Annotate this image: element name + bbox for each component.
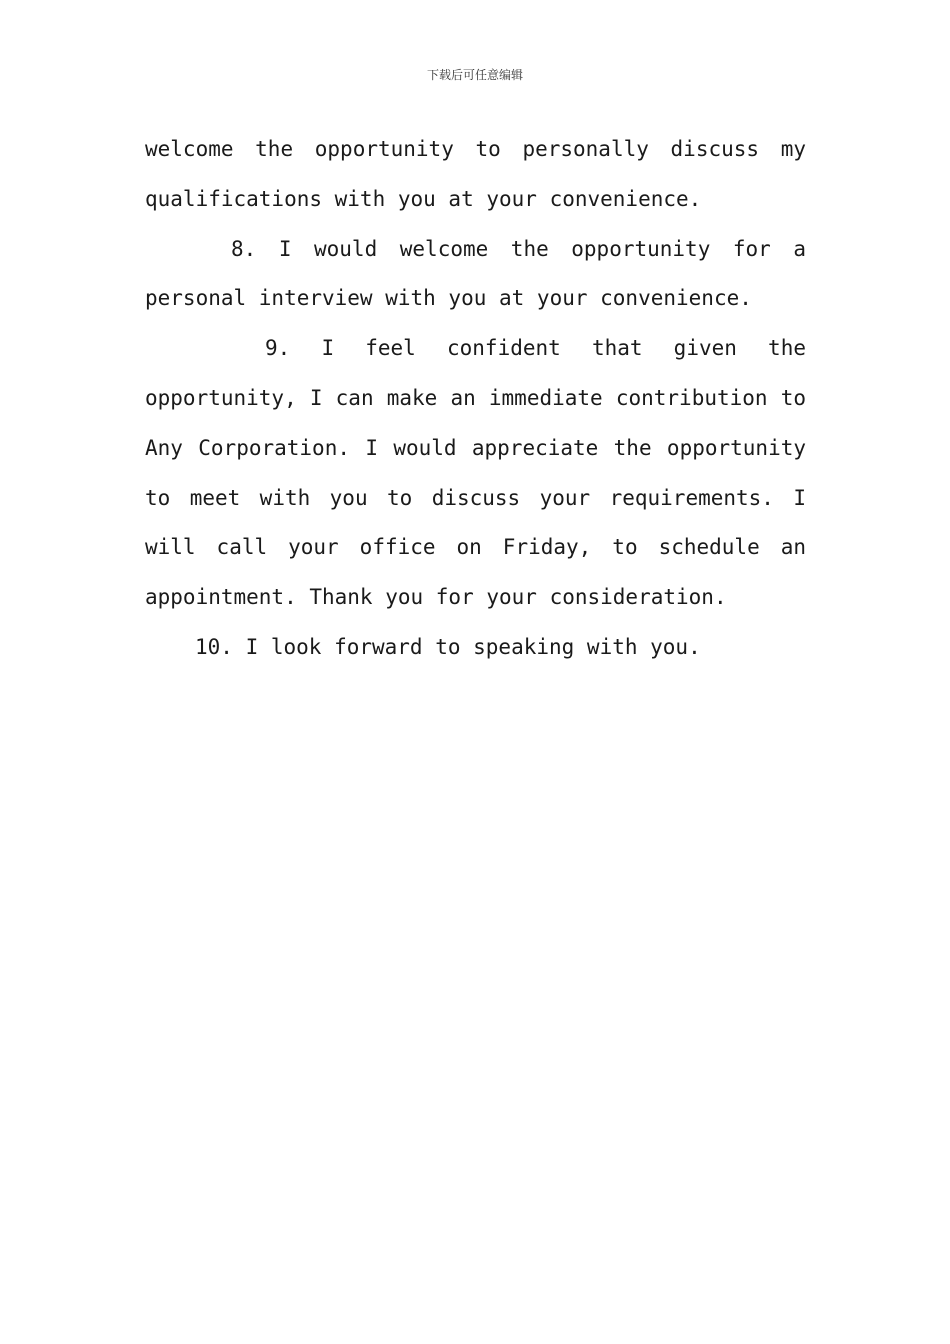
paragraph-item-9: 9. I feel confident that given the opportunity, I can make an immediate contribution to Any Corporation. I would appreciate the opportunity to meet with you to discuss your requirements. I will call your office on Friday, to schedule an appointment. Thank you for your consideration. (145, 336, 806, 610)
paragraph-item-8: 8. I would welcome the opportunity for a personal interview with you at your convenience. (145, 236, 806, 311)
page-header: 下载后可任意编辑 (426, 68, 523, 82)
paragraph-continued: welcome the opportunity to personally discuss my qualifications with you at your convenience. (145, 137, 806, 211)
document-body (145, 125, 806, 673)
paragraph-item-10: 10. I look forward to speaking with you. (195, 634, 701, 659)
